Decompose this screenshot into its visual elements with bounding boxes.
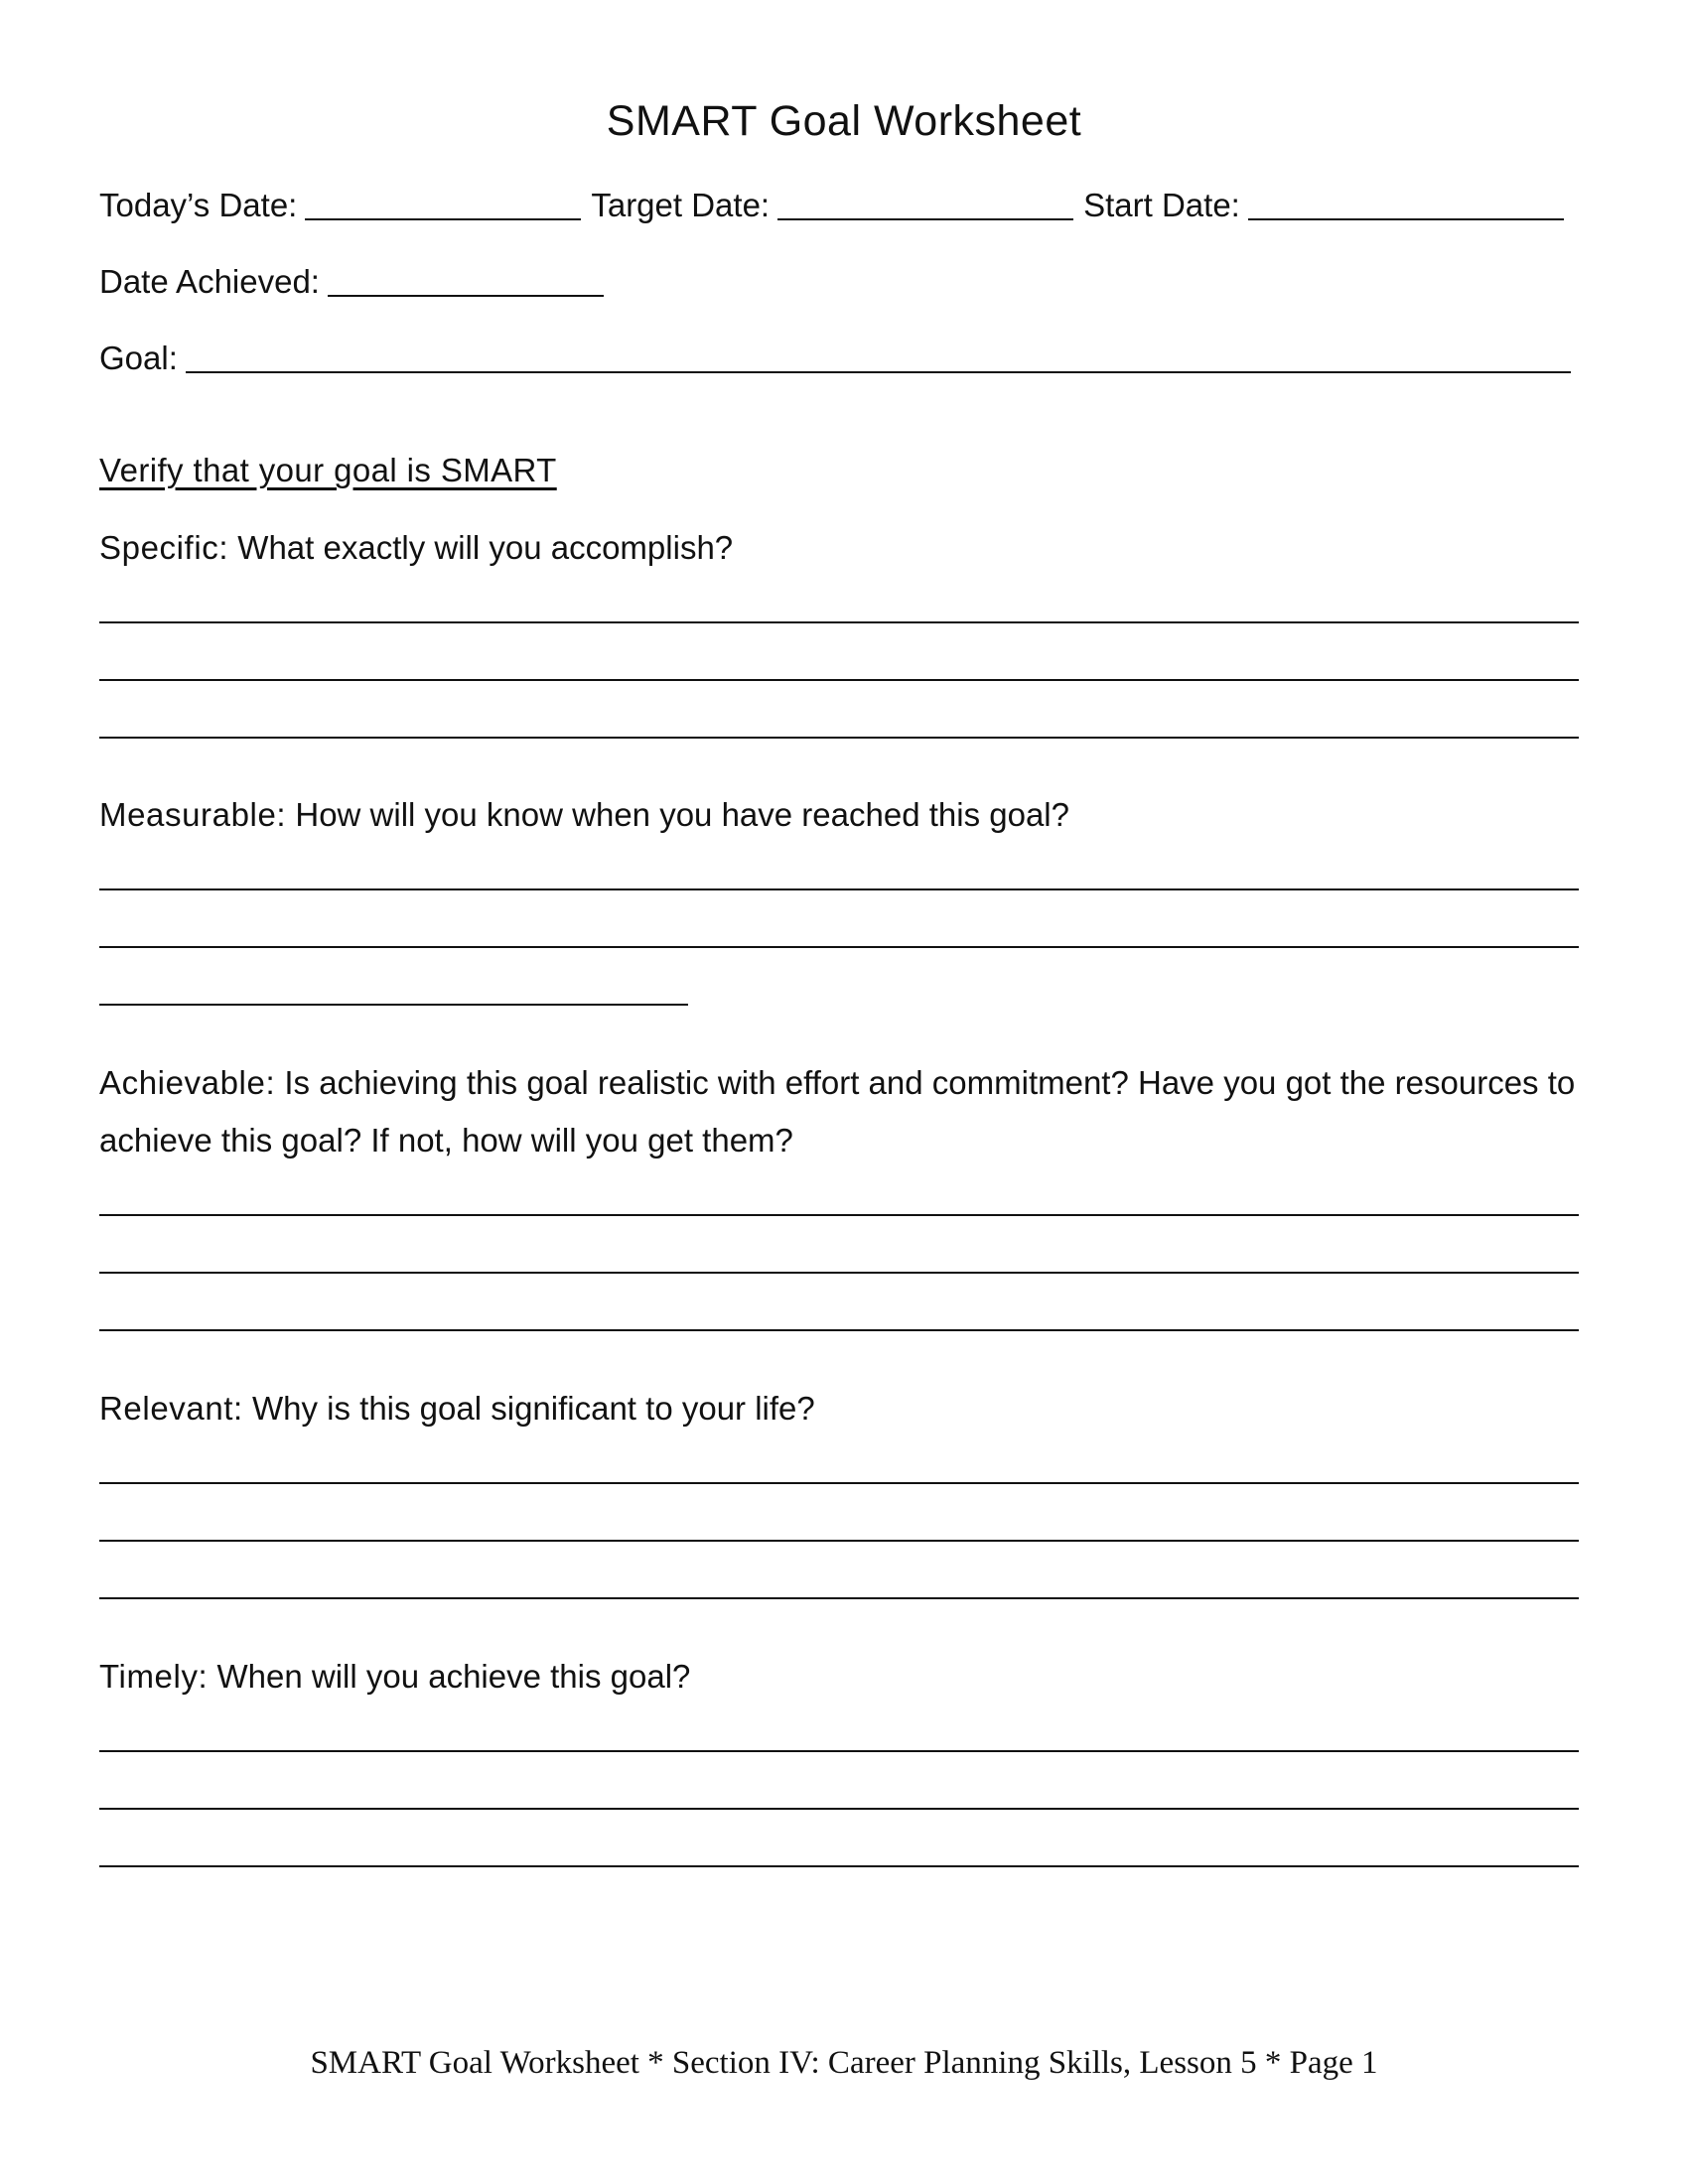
- page-title: SMART Goal Worksheet: [606, 97, 1082, 145]
- timely-question: When will you achieve this goal?: [216, 1658, 691, 1695]
- achievable-answer-line[interactable]: [99, 1214, 1579, 1216]
- measurable-answer-line[interactable]: [99, 1004, 688, 1006]
- page-footer: SMART Goal Worksheet * Section IV: Career Planning Skills, Lesson 5 * Page 1: [310, 2045, 1378, 2081]
- timely-answer-line[interactable]: [99, 1750, 1579, 1752]
- measurable-prompt: [99, 786, 1589, 844]
- specific-answer-line[interactable]: [99, 737, 1579, 739]
- measurable-answer-line[interactable]: [99, 946, 1579, 948]
- specific-answer-line[interactable]: [99, 621, 1579, 623]
- achievable-question: Is achieving this goal realistic with effort and commitment? Have you got the resources to achieve this goal? If not, how will you get them?: [99, 1064, 1576, 1159]
- specific-answer-line[interactable]: [99, 679, 1579, 681]
- target-date-field[interactable]: [777, 218, 1073, 220]
- relevant-prompt: [99, 1380, 1589, 1437]
- date-achieved-label: Date Achieved:: [99, 263, 320, 300]
- relevant-key: Relevant:: [99, 1390, 243, 1427]
- todays-date-label: Today’s Date:: [99, 187, 298, 223]
- measurable-key: Measurable:: [99, 796, 287, 833]
- achievable-key: Achievable:: [99, 1064, 276, 1101]
- timely-answer-line[interactable]: [99, 1865, 1579, 1867]
- specific-prompt: [99, 519, 1589, 577]
- achievable-answer-line[interactable]: [99, 1329, 1579, 1331]
- achievable-answer-line[interactable]: [99, 1272, 1579, 1274]
- relevant-answer-line[interactable]: [99, 1597, 1579, 1599]
- goal-field[interactable]: [186, 371, 1571, 373]
- measurable-answer-line[interactable]: [99, 888, 1579, 890]
- timely-answer-line[interactable]: [99, 1808, 1579, 1810]
- target-date-label: Target Date:: [591, 187, 771, 223]
- timely-prompt: [99, 1648, 1589, 1706]
- timely-key: Timely:: [99, 1658, 209, 1695]
- date-fields-row: [99, 187, 1564, 224]
- specific-question: What exactly will you accomplish?: [237, 529, 734, 566]
- goal-row: [99, 340, 1571, 377]
- measurable-question: How will you know when you have reached this goal?: [295, 796, 1069, 833]
- relevant-answer-line[interactable]: [99, 1482, 1579, 1484]
- date-achieved-row: [99, 263, 604, 301]
- relevant-answer-line[interactable]: [99, 1540, 1579, 1542]
- start-date-field[interactable]: [1248, 218, 1564, 220]
- start-date-label: Start Date:: [1083, 187, 1240, 223]
- todays-date-field[interactable]: [305, 218, 581, 220]
- goal-label: Goal:: [99, 340, 178, 376]
- achievable-prompt: [99, 1054, 1589, 1169]
- relevant-question: Why is this goal significant to your life?: [251, 1390, 815, 1427]
- date-achieved-field[interactable]: [328, 295, 604, 297]
- verify-heading: Verify that your goal is SMART: [99, 452, 557, 488]
- specific-key: Specific:: [99, 529, 229, 566]
